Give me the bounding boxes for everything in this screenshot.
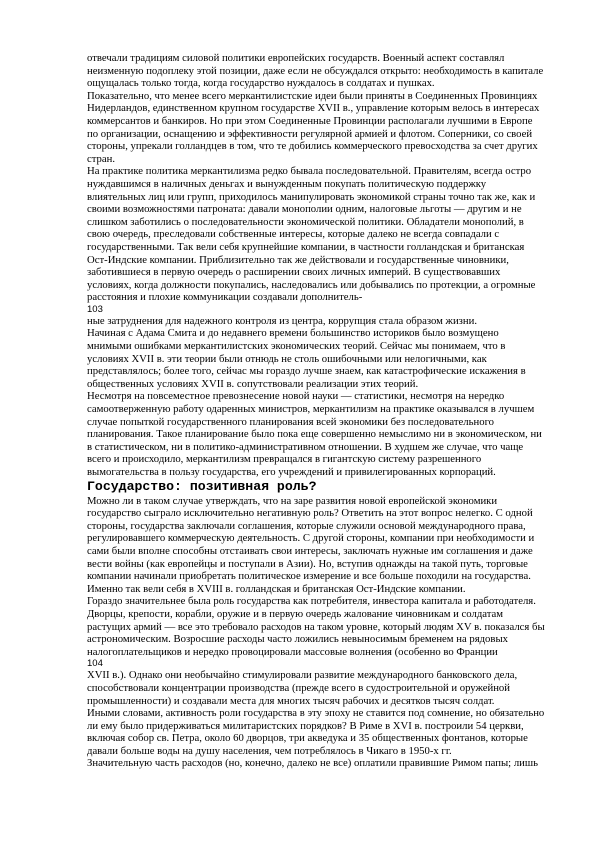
paragraph: Иными словами, активность роли государства в эту эпоху не ставится под сомнение, но обязательно ли ему было придерживаться милитаристских порядков? В Риме в XVI в. построили 54 церкви, включая собор св. Петра, около 60 дворцов, три акведука и 35 общественных фонтанов, которые давали больше воды на душу населения, чем потреблялось в Чикаго в 1950-х гг.	[87, 707, 545, 757]
paragraph: Гораздо значительнее была роль государства как потребителя, инвестора капитала и работодателя. Дворцы, крепости, корабли, оружие и в первую очередь жалование чиновникам и солдатам растущих армий — все это требовало расходов на таком уровне, который людям XV в. показался бы астрономическим. Возросшие расходы часто ложились невыносимым бременем на рядовых налогоплательщиков и нередко провоцировали массовые волнения (особенно во Франции	[87, 595, 545, 658]
section-heading: Государство: позитивная роль?	[87, 478, 317, 494]
paragraph: ные затруднения для надежного контроля из центра, коррупция стала образом жизни.	[87, 314, 477, 327]
paragraph: На практике политика меркантилизма редко бывала последовательной. Правителям, всегда остро нуждавшимся в наличных деньгах и вынужденным покупать политическую поддержку влиятельных лиц или групп, приходилось манипулировать экономикой страны точно так же, как и своими возможностями патроната: давали монополии одним, налоговые льготы — другим и не слишком заботились о последовательности экономической политики. Обладатели монополий, в свою очередь, преследовали собственные интересы, которые далеко не всегда совпадали с государственными. Так вели себя крупнейшие компании, в частности голландская и британская Ост-Индские компании. Приблизительно так же действовали и государственные чиновники, заботившиеся в первую очередь о расширении своих личных империй. В существовавших условиях, когда должности покупались, наследовались или добывались по протекции, а огромные расстояния и плохие коммуникации создавали дополнитель-	[87, 165, 536, 304]
paragraph: отвечали традициям силовой политики европейских государств. Военный аспект составлял неизменную подоплеку этой позиции, даже если не обсуждался открыто: необходимость в капитале ощущалась только тогда, когда государство нуждалось в солдатах и пушках.	[87, 52, 544, 90]
page-number: 103	[87, 303, 103, 315]
paragraph: Несмотря на повсеместное превознесение новой науки — статистики, несмотря на нередко самоотверженную работу одаренных министров, меркантилизм на практике оказывался в лучшем случае попыткой государственного планирования всей экономики без последовательного планирования. Такое планирование было пока еще совершенно немыслимо ни в экономическом, ни в статистическом, ни в политико-административном отношении. В худшем же случае, что чаще всего и происходило, меркантилизм превращался в гигантскую систему разрешенного вымогательства в пользу государства, его учреждений и привилегированных корпораций.	[87, 390, 542, 478]
paragraph: Значительную часть расходов (но, конечно, далеко не все) оплатили правившие Римом папы; лишь	[87, 757, 538, 770]
page-number: 104	[87, 658, 103, 670]
paragraph: XVII в.). Однако они необычайно стимулировали развитие международного банковского дела, способствовали концентрации производства (прежде всего в судостроительной и оружейной промышленности) и создавали места для многих тысяч рабочих и десятков тысяч солдат.	[87, 669, 518, 707]
document-page	[87, 52, 545, 770]
paragraph: Показательно, что менее всего меркантилистские идеи были приняты в Соединенных Провинциях Нидерландов, единственном крупном государстве XVII в., управление которым велось в интересах коммерсантов и банкиров. Но при этом Соединенные Провинции располагали лучшими в Европе по организации, оснащению и эффективности регулярной армией и флотом. Соперники, со своей стороны, упрекали голландцев в том, что те добились коммерческого превосходства за счет других стран.	[87, 89, 540, 165]
paragraph: Можно ли в таком случае утверждать, что на заре развития новой европейской экономики государство сыграло исключительно негативную роль? Ответить на этот вопрос нелегко. С одной стороны, государства заключали соглашения, которые служили основой международного права, регулировавшего коммерческую деятельность. С другой стороны, компании при необходимости и сами были вполне способны отстаивать свои интересы, заключать нужные им соглашения и даже вести войны (как европейцы и поступали в Азии). Но, вступив однажды на такой путь, торговые компании начинали приобретать политическое измерение и все больше походили на государства. Именно так вели себя в XVIII в. голландская и британская Ост-Индские компании.	[87, 494, 535, 595]
paragraph: Начиная с Адама Смита и до недавнего времени большинство историков было возмущено мнимыми ошибками меркантилистских экономических теорий. Сейчас мы понимаем, что в условиях XVII в. эти теории были отнюдь не столь ошибочными или нелогичными, как представлялось; более того, сейчас мы гораздо лучше знаем, как катастрофические искажения в общественных условиях XVII в. сопутствовали реализации этих теорий.	[87, 327, 526, 390]
